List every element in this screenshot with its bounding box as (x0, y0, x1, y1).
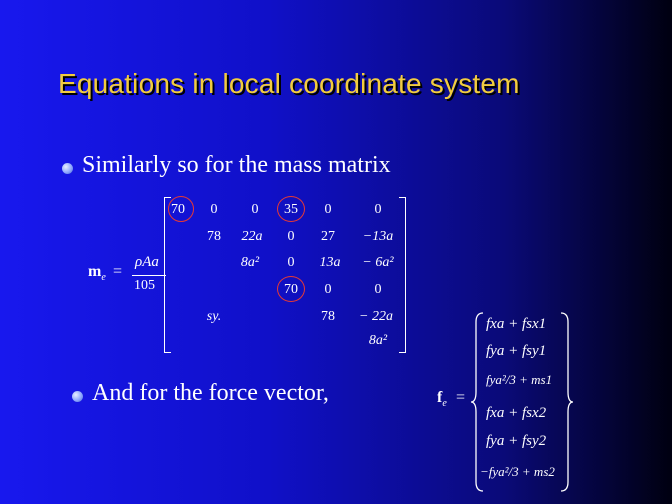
force-entry: fya + fsy1 (486, 343, 547, 359)
matrix-cell: 0 (210, 202, 218, 217)
force-vector-symbol: $f_e$ (437, 389, 447, 410)
matrix-cell: − 22a (359, 309, 393, 324)
matrix-cell: 8a² (368, 333, 388, 348)
matrix-cell: 0 (374, 282, 382, 297)
force-entry: fya²/3 + ms1 (486, 372, 553, 387)
matrix-cell: 78 (207, 229, 221, 244)
equals-sign: = (113, 263, 123, 280)
matrix-cell: 27 (321, 229, 335, 244)
matrix-cell: 0 (324, 282, 332, 297)
bullet-force-vector: And for the force vector, (92, 380, 329, 406)
matrix-cell: 0 (287, 229, 295, 244)
highlight-circle (277, 196, 305, 222)
force-entry: fxa + fsx1 (486, 316, 547, 332)
coef-denominator: 105 (134, 278, 155, 293)
matrix-cell: 0 (251, 202, 259, 217)
force-entry: −fya²/3 + ms2 (480, 464, 555, 479)
matrix-cell: 8a² (240, 255, 260, 270)
matrix-cell: −13a (362, 229, 394, 244)
right-brace (560, 312, 574, 492)
matrix-cell: sy. (206, 309, 222, 324)
highlight-circle (168, 196, 194, 222)
force-entry: fya + fsy2 (486, 433, 547, 449)
equals-sign: = (456, 389, 466, 406)
force-entry: fxa + fsx2 (486, 405, 547, 421)
matrix-left-bracket (164, 197, 171, 353)
fraction-bar (132, 275, 166, 276)
matrix-cell: 35 (284, 202, 298, 217)
bullet-dot (72, 391, 83, 402)
matrix-cell: 0 (324, 202, 332, 217)
matrix-cell: 70 (171, 202, 185, 217)
matrix-cell: 22a (241, 229, 263, 244)
matrix-cell: 13a (319, 255, 341, 270)
mass-matrix-symbol: $m_e$ (88, 263, 106, 284)
bullet-dot (62, 163, 73, 174)
matrix-cell: − 6a² (362, 255, 394, 270)
matrix-cell: 70 (284, 282, 298, 297)
slide-title: Equations in local coordinate system (58, 68, 520, 99)
matrix-cell: 0 (374, 202, 382, 217)
matrix-cell: 0 (287, 255, 295, 270)
coef-numerator: ρAa (135, 254, 159, 270)
bullet-mass-matrix: Similarly so for the mass matrix (82, 152, 391, 178)
matrix-right-bracket (399, 197, 406, 353)
highlight-circle (277, 276, 305, 302)
matrix-cell: 78 (321, 309, 335, 324)
